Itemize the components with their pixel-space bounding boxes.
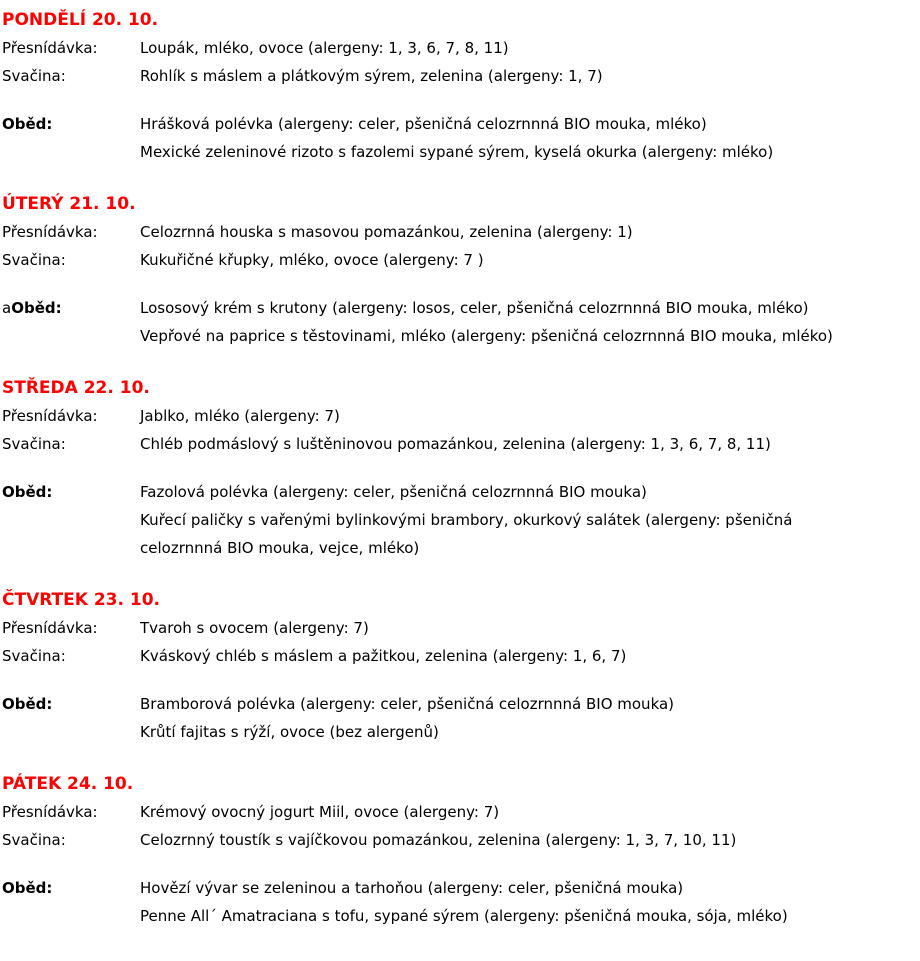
afternoon-snack-value: Kukuřičné křupky, mléko, ovoce (alergeny: 7 ) — [140, 251, 484, 269]
afternoon-snack-label: Svačina: — [2, 251, 66, 269]
day-title: ČTVRTEK 23. 10. — [2, 590, 161, 610]
lunch-row — [2, 690, 916, 746]
afternoon-snack-value: Chléb podmáslový s luštěninovou pomazánkou, zelenina (alergeny: 1, 3, 6, 7, 8, 11) — [140, 435, 771, 453]
morning-snack-row — [2, 218, 916, 246]
afternoon-snack-label: Svačina: — [2, 831, 66, 849]
afternoon-snack-value: Rohlík s máslem a plátkovým sýrem, zelenina (alergeny: 1, 7) — [140, 67, 603, 85]
morning-snack-label: Přesnídávka: — [2, 39, 98, 57]
afternoon-snack-row — [2, 62, 916, 90]
day-section — [2, 770, 916, 930]
morning-snack-label: Přesnídávka: — [2, 223, 98, 241]
lunch-label-text: Oběd: — [11, 299, 62, 317]
lunch-lines — [140, 294, 833, 350]
lunch-row — [2, 478, 916, 562]
lunch-label — [2, 874, 140, 902]
lunch-label — [2, 110, 140, 138]
day-title: ÚTERÝ 21. 10. — [2, 194, 136, 214]
afternoon-snack-row — [2, 826, 916, 854]
day-title: PÁTEK 24. 10. — [2, 774, 134, 794]
lunch-label — [2, 478, 140, 506]
lunch-line: Fazolová polévka (alergeny: celer, pšeničná celozrnnná BIO mouka) — [140, 483, 647, 501]
lunch-label — [2, 690, 140, 718]
afternoon-snack-value: Celozrnný toustík s vajíčkovou pomazánkou, zelenina (alergeny: 1, 3, 7, 10, 11) — [140, 831, 737, 849]
afternoon-snack-label: Svačina: — [2, 647, 66, 665]
morning-snack-label: Přesnídávka: — [2, 803, 98, 821]
afternoon-snack-label: Svačina: — [2, 435, 66, 453]
morning-snack-row — [2, 798, 916, 826]
lunch-label-text: Oběd: — [2, 695, 53, 713]
afternoon-snack-row — [2, 430, 916, 458]
lunch-line: Krůtí fajitas s rýží, ovoce (bez alergenů) — [140, 723, 439, 741]
morning-snack-value: Jablko, mléko (alergeny: 7) — [140, 407, 340, 425]
lunch-row — [2, 110, 916, 166]
lunch-label-text: Oběd: — [2, 115, 53, 133]
lunch-lines — [140, 110, 773, 166]
morning-snack-value: Tvaroh s ovocem (alergeny: 7) — [140, 619, 369, 637]
morning-snack-row — [2, 34, 916, 62]
morning-snack-value: Celozrnná houska s masovou pomazánkou, zelenina (alergeny: 1) — [140, 223, 633, 241]
day-section — [2, 190, 916, 350]
lunch-line: Vepřové na paprice s těstovinami, mléko (alergeny: pšeničná celozrnnná BIO mouka, mléko) — [140, 327, 833, 345]
day-title: STŘEDA 22. 10. — [2, 378, 150, 398]
lunch-line: Lososový krém s krutony (alergeny: losos, celer, pšeničná celozrnnná BIO mouka, mléko) — [140, 299, 809, 317]
lunch-row — [2, 874, 916, 930]
lunch-lines — [140, 690, 674, 746]
afternoon-snack-label: Svačina: — [2, 67, 66, 85]
day-title: PONDĚLÍ 20. 10. — [2, 10, 159, 30]
afternoon-snack-row — [2, 642, 916, 670]
morning-snack-row — [2, 402, 916, 430]
lunch-line: celozrnnná BIO mouka, vejce, mléko) — [140, 539, 420, 557]
morning-snack-row — [2, 614, 916, 642]
afternoon-snack-row — [2, 246, 916, 274]
lunch-label-text: Oběd: — [2, 879, 53, 897]
day-section — [2, 374, 916, 562]
lunch-line: Hrášková polévka (alergeny: celer, pšeničná celozrnnná BIO mouka, mléko) — [140, 115, 707, 133]
lunch-lines — [140, 478, 792, 562]
morning-snack-value: Krémový ovocný jogurt Miil, ovoce (alergeny: 7) — [140, 803, 500, 821]
morning-snack-value: Loupák, mléko, ovoce (alergeny: 1, 3, 6, 7, 8, 11) — [140, 39, 509, 57]
day-section — [2, 586, 916, 746]
lunch-label-text: Oběd: — [2, 483, 53, 501]
lunch-lines — [140, 874, 788, 930]
lunch-line: Mexické zeleninové rizoto s fazolemi sypané sýrem, kyselá okurka (alergeny: mléko) — [140, 143, 774, 161]
day-section — [2, 6, 916, 166]
morning-snack-label: Přesnídávka: — [2, 619, 98, 637]
lunch-row — [2, 294, 916, 350]
lunch-label — [2, 294, 140, 322]
lunch-label-prefix: a — [2, 299, 12, 317]
lunch-line: Hovězí vývar se zeleninou a tarhoňou (alergeny: celer, pšeničná mouka) — [140, 879, 684, 897]
lunch-line: Bramborová polévka (alergeny: celer, pšeničná celozrnnná BIO mouka) — [140, 695, 675, 713]
lunch-line: Kuřecí paličky s vařenými bylinkovými brambory, okurkový salátek (alergeny: pšeničná — [140, 511, 793, 529]
lunch-line: Penne All´ Amatraciana s tofu, sypané sýrem (alergeny: pšeničná mouka, sója, mléko) — [140, 907, 788, 925]
afternoon-snack-value: Kváskový chléb s máslem a pažitkou, zelenina (alergeny: 1, 6, 7) — [140, 647, 627, 665]
morning-snack-label: Přesnídávka: — [2, 407, 98, 425]
